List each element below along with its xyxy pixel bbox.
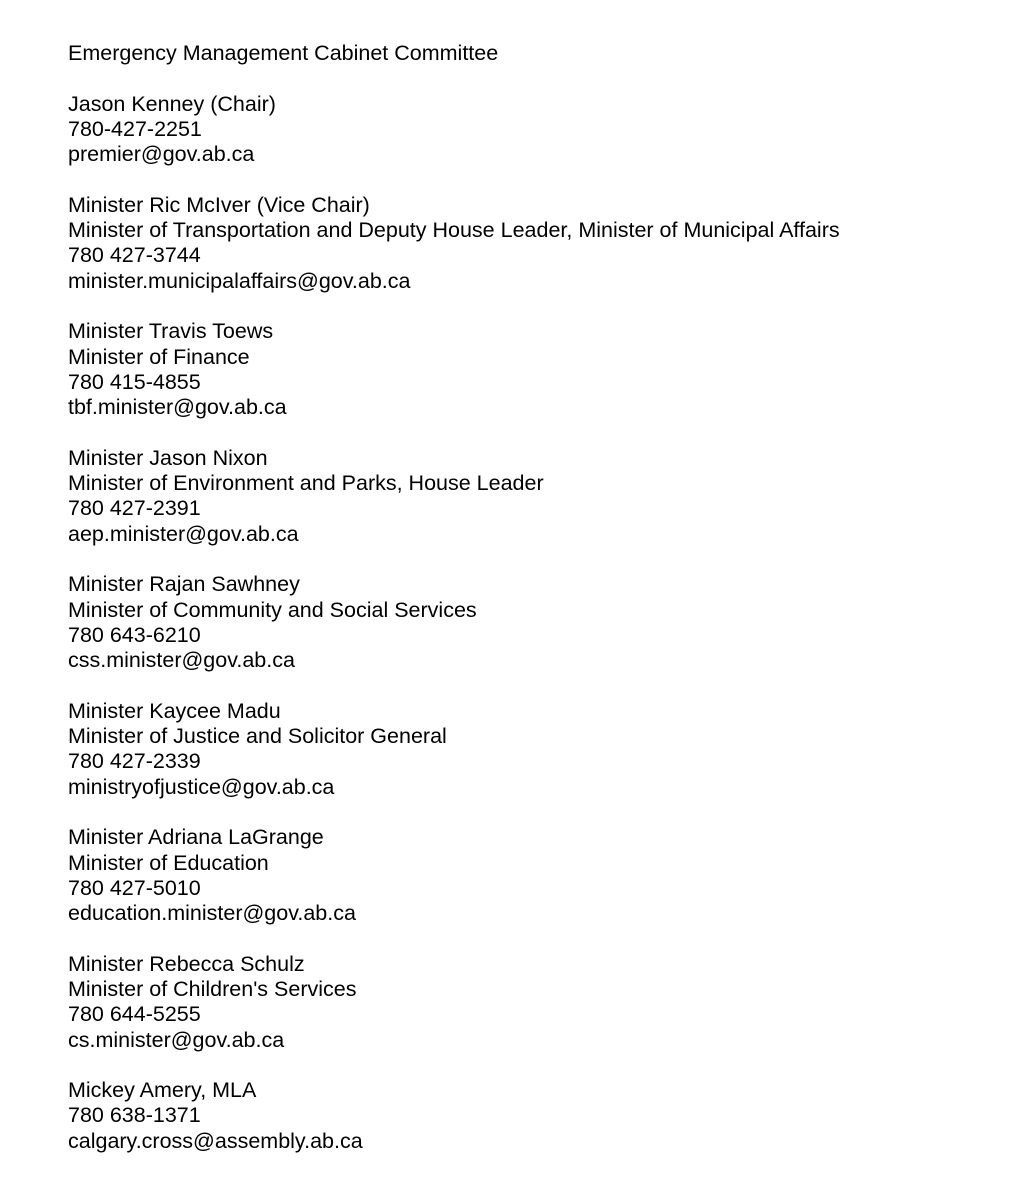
member-entry [68, 1078, 998, 1154]
member-entry [68, 446, 998, 547]
member-email: css.minister@gov.ab.ca [68, 648, 295, 673]
member-email: tbf.minister@gov.ab.ca [68, 395, 287, 420]
member-email: aep.minister@gov.ab.ca [68, 521, 299, 546]
member-name: Minister Rebecca Schulz [68, 951, 305, 976]
member-portfolio: Minister of Education [68, 850, 269, 875]
member-entry [68, 952, 998, 1053]
member-phone: 780 427-2391 [68, 496, 201, 521]
member-name: Minister Rajan Sawhney [68, 572, 300, 597]
member-entry [68, 193, 998, 294]
member-name: Minister Travis Toews [68, 319, 274, 344]
member-phone: 780 643-6210 [68, 622, 201, 647]
member-name: Minister Adriana LaGrange [68, 825, 324, 850]
document-body [68, 41, 998, 1154]
member-portfolio: Minister of Community and Social Services [68, 597, 477, 622]
member-portfolio: Minister of Finance [68, 344, 250, 369]
member-name: Minister Ric McIver (Vice Chair) [68, 192, 370, 217]
member-phone: 780 427-2339 [68, 749, 201, 774]
member-portfolio: Minister of Justice and Solicitor General [68, 724, 447, 749]
member-email: ministryofjustice@gov.ab.ca [68, 774, 335, 799]
member-phone: 780-427-2251 [68, 116, 202, 141]
member-entry [68, 572, 998, 673]
member-email: cs.minister@gov.ab.ca [68, 1027, 285, 1052]
member-portfolio: Minister of Transportation and Deputy House Leader, Minister of Municipal Affairs [68, 218, 840, 243]
member-entry [68, 319, 998, 420]
member-name: Mickey Amery, MLA [68, 1078, 257, 1103]
member-name: Minister Jason Nixon [68, 445, 268, 470]
member-entry [68, 699, 998, 800]
member-portfolio: Minister of Environment and Parks, House Leader [68, 471, 544, 496]
member-phone: 780 638-1371 [68, 1103, 201, 1128]
member-entry [68, 92, 998, 168]
member-phone: 780 427-3744 [68, 243, 201, 268]
member-name: Minister Kaycee Madu [68, 698, 281, 723]
member-email: minister.municipalaffairs@gov.ab.ca [68, 268, 411, 293]
member-phone: 780 644-5255 [68, 1002, 201, 1027]
member-phone: 780 415-4855 [68, 369, 201, 394]
member-name: Jason Kenney (Chair) [68, 91, 276, 116]
member-email: premier@gov.ab.ca [68, 142, 255, 167]
member-email: calgary.cross@assembly.ab.ca [68, 1128, 363, 1153]
member-portfolio: Minister of Children's Services [68, 976, 357, 1001]
document-title: Emergency Management Cabinet Committee [68, 41, 499, 65]
member-entry [68, 825, 998, 926]
member-phone: 780 427-5010 [68, 875, 201, 900]
member-email: education.minister@gov.ab.ca [68, 901, 356, 926]
